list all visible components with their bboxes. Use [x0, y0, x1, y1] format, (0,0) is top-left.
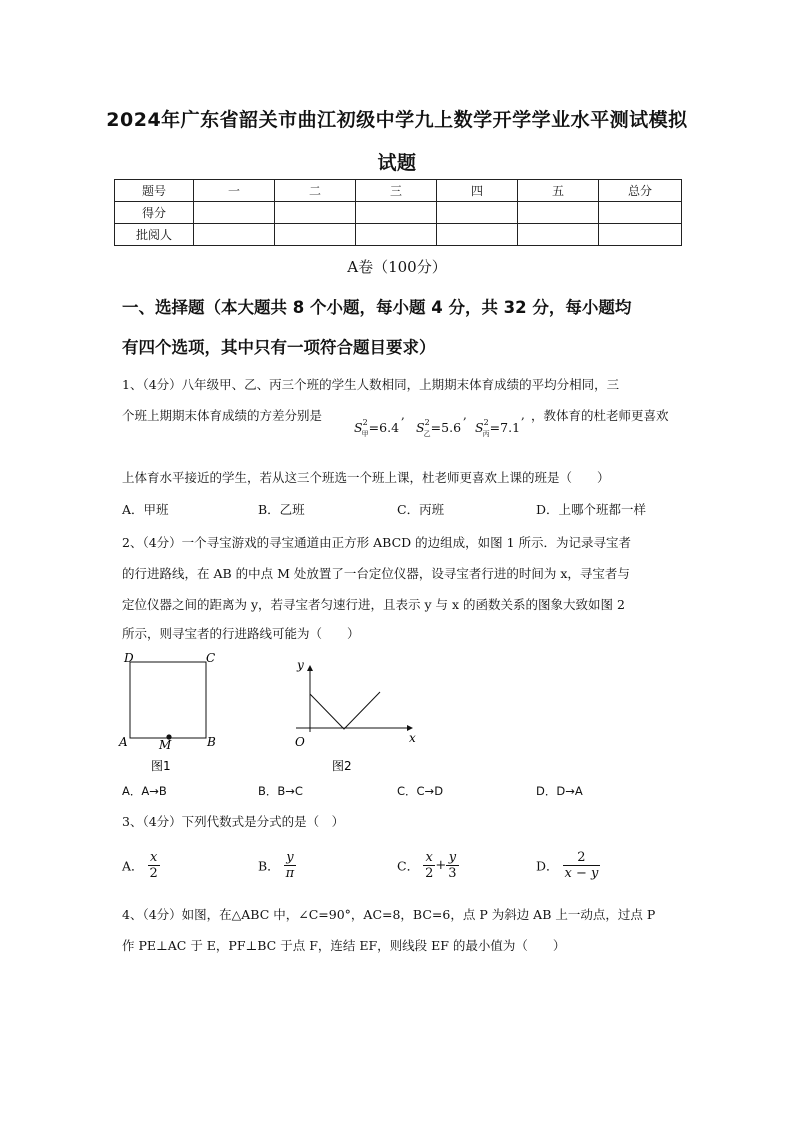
label-y: y: [297, 658, 304, 672]
denominator: 2: [149, 866, 158, 881]
variance-symbol: S: [475, 420, 484, 436]
q2-options: [122, 783, 682, 803]
q4-line2: 作 PE⊥AC 于 E，PF⊥BC 于点 F，连结 EF，则线段 EF 的最小值为（ ）: [122, 938, 566, 953]
q2-line1: 2、（4分）一个寻宝游戏的寻宝通道由正方形 ABCD 的边组成，如图 1 所示．为记录寻宝者: [122, 535, 632, 550]
variance-value: =7.1: [489, 420, 521, 436]
numerator: x: [149, 850, 158, 865]
fraction: [563, 850, 601, 881]
reviewer-cell: [599, 224, 682, 246]
reviewer-cell: [356, 224, 437, 246]
part1-heading-line2: 有四个选项，其中只有一项符合题目要求）: [122, 338, 436, 357]
reviewer-cell: [275, 224, 356, 246]
label-o: O: [295, 735, 305, 749]
score-table-header-cell: 二: [275, 180, 356, 202]
figure-2-graph: [288, 652, 428, 776]
q3-option-c[interactable]: [397, 850, 459, 881]
denominator: 2: [425, 866, 434, 881]
option-label: D．: [536, 858, 559, 874]
score-cell: [194, 202, 275, 224]
score-table-header-cell: 总分: [599, 180, 682, 202]
variance-comma: ,: [401, 408, 405, 422]
square-abcd: [130, 662, 206, 738]
denominator: π: [285, 866, 295, 881]
score-table-header-row: [115, 180, 682, 202]
label-m: M: [159, 738, 172, 752]
variance-comma: ,: [463, 408, 467, 422]
q2-option-d[interactable]: D．D→A: [536, 784, 583, 798]
fraction: [446, 850, 458, 881]
label-x: x: [409, 731, 416, 745]
q1-option-c[interactable]: C．丙班: [397, 502, 445, 517]
q3-option-a[interactable]: [122, 850, 160, 881]
paper-title-line2: 试题: [377, 152, 417, 174]
numerator: y: [448, 850, 457, 865]
score-cell: [356, 202, 437, 224]
q2-option-b[interactable]: B．B→C: [258, 784, 303, 798]
reviewer-cell: [194, 224, 275, 246]
variance-value: =5.6: [430, 420, 462, 436]
q3-option-d[interactable]: [536, 850, 600, 881]
score-table-header-cell: 题号: [115, 180, 194, 202]
variance-comma: ,: [521, 408, 525, 422]
score-table-row: [115, 202, 682, 224]
q2-line3: 定位仪器之间的距离为 y，若寻宝者匀速行进，且表示 y 与 x 的函数关系的图象大致如图 2: [122, 597, 625, 612]
section-a-heading: A卷（100分）: [347, 258, 447, 276]
variance-value: =6.4: [368, 420, 400, 436]
score-cell: [599, 202, 682, 224]
numerator: y: [286, 850, 294, 865]
q3-options: [122, 850, 682, 890]
score-table-header-cell: 五: [518, 180, 599, 202]
label-b: B: [207, 735, 216, 749]
q2-option-c[interactable]: C．C→D: [397, 784, 444, 798]
q1-option-d[interactable]: D．上哪个班都一样: [536, 502, 647, 517]
q3-option-b[interactable]: [258, 850, 296, 881]
q2-line2: 的行进路线，在 AB 的中点 M 处放置了一台定位仪器，设寻宝者行进的时间为 x，寻宝者与: [122, 566, 630, 581]
score-table-header-cell: 四: [437, 180, 518, 202]
variance-yi: [416, 420, 461, 439]
score-table-row-label: 得分: [115, 202, 194, 224]
q1-line2-b: ，教体育的杜老师更喜欢: [531, 408, 669, 423]
q2-line4: 所示，则寻宝者的行进路线可能为（ ）: [122, 626, 360, 641]
score-cell: [518, 202, 599, 224]
q1-option-a[interactable]: A．甲班: [122, 502, 169, 517]
paper-title-line1: 2024年广东省韶关市曲江初级中学九上数学开学学业水平测试模拟: [106, 109, 688, 131]
q1-line2-a: 个班上期期末体育成绩的方差分别是: [122, 408, 323, 423]
score-table-header-cell: 三: [356, 180, 437, 202]
plus-sign: +: [435, 858, 447, 873]
score-table-header-cell: 一: [194, 180, 275, 202]
variance-jia: [354, 420, 399, 439]
figure-1-square: [118, 648, 228, 776]
reviewer-cell: [437, 224, 518, 246]
score-table: [114, 179, 682, 246]
denominator: x − y: [564, 866, 599, 881]
q1-option-b[interactable]: B．乙班: [258, 502, 305, 517]
reviewer-cell: [518, 224, 599, 246]
caption-fig2: 图2: [332, 759, 352, 773]
q1-line1: 1、（4分）八年级甲、乙、丙三个班的学生人数相同，上期期末体育成绩的平均分相同，三: [122, 377, 620, 392]
q1-line3: 上体育水平接近的学生，若从这三个班选一个班上课，杜老师更喜欢上课的班是（ ）: [122, 470, 610, 485]
q2-option-a[interactable]: A．A→B: [122, 784, 167, 798]
numerator: 2: [577, 850, 586, 865]
label-d: D: [124, 651, 134, 665]
fraction: [284, 850, 297, 881]
fraction: [148, 850, 160, 881]
option-label: B．: [258, 858, 280, 874]
option-label: A．: [122, 858, 144, 874]
variance-bing: [475, 420, 520, 439]
variance-symbol: S: [354, 420, 363, 436]
variance-sup: 2: [483, 418, 489, 427]
q1-options: [122, 500, 682, 520]
part1-heading-line1: 一、选择题（本大题共 8 个小题，每小题 4 分，共 32 分，每小题均: [122, 298, 632, 317]
variance-sub: 乙: [423, 429, 431, 438]
function-graph-line: [310, 692, 380, 729]
score-table-row: [115, 224, 682, 246]
variance-sup: 2: [424, 418, 430, 427]
variance-sub: 丙: [482, 429, 490, 438]
fraction: [423, 850, 435, 881]
option-label: C．: [397, 858, 420, 874]
q4-line1: 4、（4分）如图，在△ABC 中，∠C=90°，AC=8，BC=6，点 P 为斜边 AB 上一动点，过点 P: [122, 907, 656, 922]
variance-sub: 甲: [361, 429, 369, 438]
score-cell: [437, 202, 518, 224]
variance-symbol: S: [416, 420, 425, 436]
score-cell: [275, 202, 356, 224]
label-a: A: [119, 735, 128, 749]
caption-fig1: 图1: [151, 759, 171, 773]
denominator: 3: [448, 866, 457, 881]
label-c: C: [206, 651, 216, 665]
variance-sup: 2: [362, 418, 368, 427]
numerator: x: [425, 850, 433, 865]
score-table-row-label: 批阅人: [115, 224, 194, 246]
q3-text: 3、（4分）下列代数式是分式的是（ ）: [122, 814, 345, 829]
